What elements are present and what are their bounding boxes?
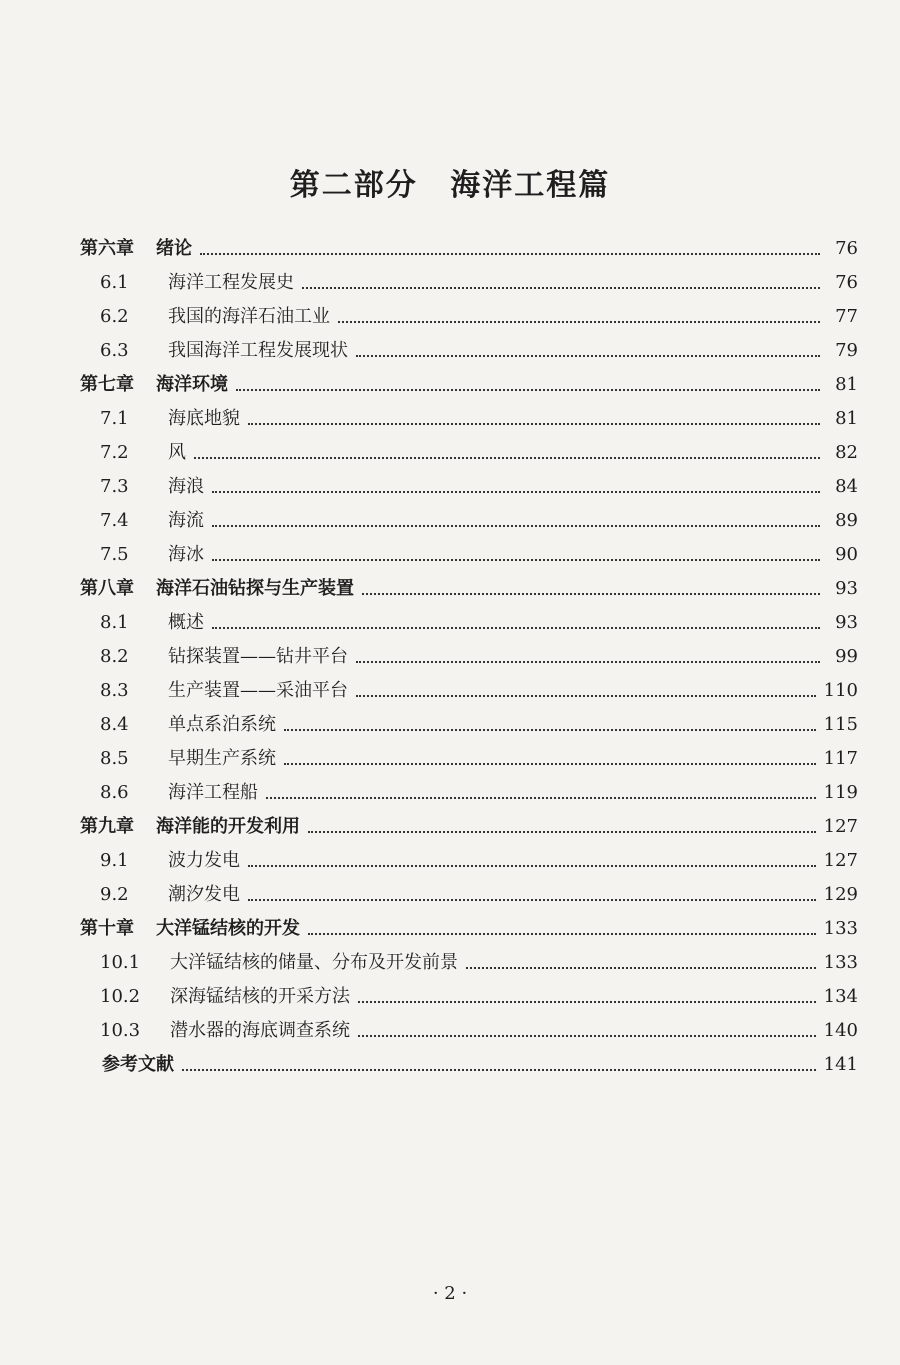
entry-number: 10.3	[100, 1020, 141, 1041]
toc-entry	[80, 468, 858, 502]
entry-label: 风	[168, 442, 186, 463]
entry-page: 140	[823, 1020, 858, 1041]
dot-leader	[200, 253, 820, 255]
dot-leader	[212, 559, 820, 561]
dot-leader	[308, 831, 816, 833]
entry-page: 127	[823, 850, 858, 871]
entry-label: 大洋锰结核的开发	[156, 918, 300, 939]
entry-number: 8.1	[100, 612, 129, 633]
entry-number: 第六章	[80, 238, 134, 259]
entry-page: 84	[835, 476, 858, 497]
entry-page: 81	[835, 374, 858, 395]
entry-number: 7.1	[100, 408, 129, 429]
entry-page: 117	[823, 748, 858, 769]
toc-entry	[80, 808, 858, 842]
dot-leader	[358, 1001, 816, 1003]
toc-entry	[80, 332, 858, 366]
entry-label: 海底地貌	[168, 408, 240, 429]
dot-leader	[284, 729, 816, 731]
toc-entry	[80, 298, 858, 332]
dot-leader	[284, 763, 816, 765]
toc-entry	[80, 978, 858, 1012]
entry-label: 波力发电	[168, 850, 240, 871]
dot-leader	[212, 491, 820, 493]
entry-number: 第十章	[80, 918, 134, 939]
entry-label: 大洋锰结核的储量、分布及开发前景	[170, 952, 458, 973]
entry-number: 6.3	[100, 340, 129, 361]
entry-number: 8.6	[100, 782, 129, 803]
toc-entry	[80, 536, 858, 570]
dot-leader	[266, 797, 816, 799]
entry-page: 133	[823, 952, 858, 973]
entry-label: 海洋工程船	[168, 782, 258, 803]
page-title: 第二部分 海洋工程篇	[289, 168, 611, 203]
toc-entry	[80, 570, 858, 604]
toc-entry	[80, 366, 858, 400]
toc-entry	[80, 400, 858, 434]
toc-entry	[80, 434, 858, 468]
dot-leader	[248, 899, 816, 901]
toc-entry	[80, 706, 858, 740]
entry-label: 海洋工程发展史	[168, 272, 294, 293]
toc-entry	[80, 502, 858, 536]
entry-label: 潜水器的海底调查系统	[170, 1020, 350, 1041]
entry-label: 单点系泊系统	[168, 714, 276, 735]
entry-page: 77	[835, 306, 858, 327]
entry-label: 生产装置——采油平台	[168, 680, 348, 701]
dot-leader	[212, 525, 820, 527]
entry-page: 127	[823, 816, 858, 837]
entry-label: 参考文献	[102, 1054, 174, 1075]
entry-label: 绪论	[156, 238, 192, 259]
dot-leader	[182, 1069, 816, 1071]
entry-number: 7.5	[100, 544, 129, 565]
entry-label: 我国海洋工程发展现状	[168, 340, 348, 361]
entry-page: 93	[835, 612, 858, 633]
entry-page: 76	[835, 238, 858, 259]
entry-number: 7.4	[100, 510, 129, 531]
entry-page: 76	[835, 272, 858, 293]
entry-number: 8.4	[100, 714, 129, 735]
entry-label: 海洋石油钻探与生产装置	[156, 578, 354, 599]
entry-number: 7.2	[100, 442, 129, 463]
dot-leader	[236, 389, 820, 391]
entry-label: 概述	[168, 612, 204, 633]
entry-page: 134	[823, 986, 858, 1007]
toc-entry	[80, 774, 858, 808]
entry-page: 133	[823, 918, 858, 939]
toc-entry	[80, 638, 858, 672]
entry-label: 潮汐发电	[168, 884, 240, 905]
entry-page: 141	[823, 1054, 858, 1075]
dot-leader	[356, 695, 816, 697]
entry-label: 海浪	[168, 476, 204, 497]
entry-number: 6.1	[100, 272, 129, 293]
dot-leader	[248, 865, 816, 867]
page-number: · 2 ·	[432, 1283, 468, 1304]
entry-page: 82	[835, 442, 858, 463]
dot-leader	[356, 355, 820, 357]
dot-leader	[302, 287, 820, 289]
toc-entry	[80, 672, 858, 706]
entry-page: 115	[823, 714, 858, 735]
entry-page: 90	[835, 544, 858, 565]
toc-entry	[80, 1012, 858, 1046]
entry-label: 海冰	[168, 544, 204, 565]
entry-number: 第八章	[80, 578, 134, 599]
entry-page: 119	[823, 782, 858, 803]
entry-label: 海洋环境	[156, 374, 228, 395]
toc-entry	[80, 264, 858, 298]
entry-label: 海流	[168, 510, 204, 531]
entry-page: 99	[835, 646, 858, 667]
entry-number: 8.5	[100, 748, 129, 769]
entry-page: 93	[835, 578, 858, 599]
entry-label: 海洋能的开发利用	[156, 816, 300, 837]
entry-page: 89	[835, 510, 858, 531]
entry-number: 8.2	[100, 646, 129, 667]
toc-entry	[80, 876, 858, 910]
entry-number: 10.1	[100, 952, 141, 973]
entry-page: 110	[823, 680, 858, 701]
entry-number: 第七章	[80, 374, 134, 395]
entry-number: 第九章	[80, 816, 134, 837]
dot-leader	[466, 967, 816, 969]
dot-leader	[362, 593, 820, 595]
table-of-contents	[80, 230, 858, 1080]
dot-leader	[248, 423, 820, 425]
entry-page: 129	[823, 884, 858, 905]
entry-number: 9.2	[100, 884, 129, 905]
toc-entry	[80, 1046, 858, 1080]
entry-label: 深海锰结核的开采方法	[170, 986, 350, 1007]
entry-label: 钻探装置——钻井平台	[168, 646, 348, 667]
entry-page: 79	[835, 340, 858, 361]
dot-leader	[338, 321, 820, 323]
dot-leader	[358, 1035, 816, 1037]
dot-leader	[212, 627, 820, 629]
toc-entry	[80, 944, 858, 978]
entry-number: 9.1	[100, 850, 129, 871]
toc-entry	[80, 740, 858, 774]
entry-number: 10.2	[100, 986, 141, 1007]
toc-entry	[80, 604, 858, 638]
entry-label: 早期生产系统	[168, 748, 276, 769]
toc-entry	[80, 842, 858, 876]
toc-entry	[80, 230, 858, 264]
entry-number: 8.3	[100, 680, 129, 701]
entry-label: 我国的海洋石油工业	[168, 306, 330, 327]
entry-page: 81	[835, 408, 858, 429]
entry-number: 6.2	[100, 306, 129, 327]
entry-number: 7.3	[100, 476, 129, 497]
dot-leader	[308, 933, 816, 935]
toc-entry	[80, 910, 858, 944]
dot-leader	[356, 661, 820, 663]
dot-leader	[194, 457, 820, 459]
